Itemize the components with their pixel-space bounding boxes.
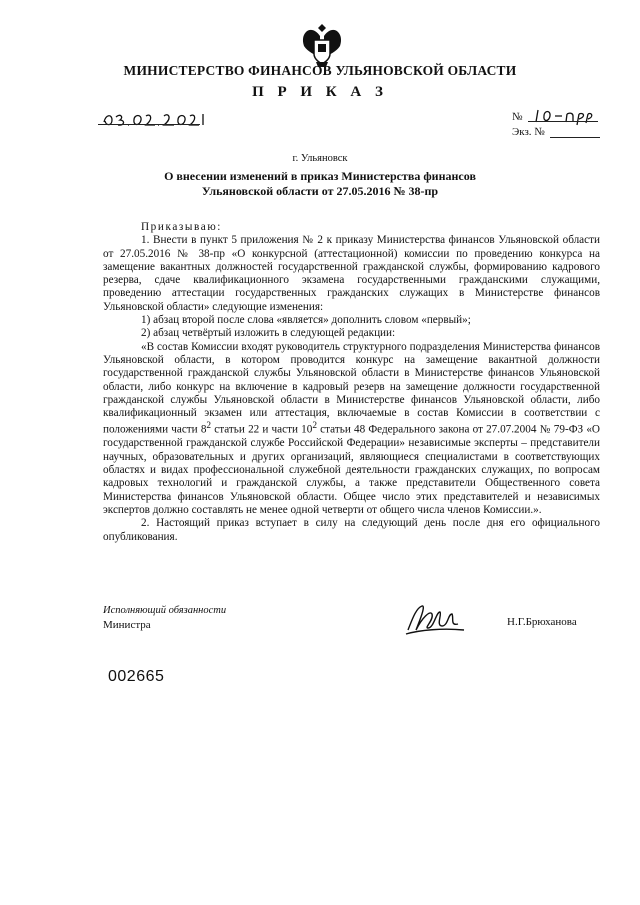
order-body: [103, 221, 600, 544]
paragraph-1-item-2: 2) абзац четвёртый изложить в следующей редакции:: [141, 327, 396, 340]
signer-block: [103, 604, 226, 632]
handwritten-number: [530, 105, 602, 127]
copy-number-label: Экз. №: [512, 126, 545, 138]
quote-part-c: статьи 48 Федерального закона от 27.07.2004 № 79-ФЗ «О государственной гражданской службе Российской Федерации» независимые эксперты – представители научных, образовательных и других организаций, являющиеся специалистами в соответствующих областях и видах профессиональной служебной деятельности гражданских служащих, по вопросам кадровых технологий и гражданской службы, а также представители Общественного совета Министерства финансов Ульяновской области. Общее число этих представителей и независимых экспертов должно составлять не менее одной четверти от общего числа членов Комиссии.».: [103, 424, 600, 516]
date-underline: [98, 124, 200, 125]
handwritten-date: [100, 108, 210, 130]
paragraph-1: 1. Внести в пункт 5 приложения № 2 к приказу Министерства финансов Ульяновской области от 27.05.2016 № 38-пр «О конкурсной (аттестационной) комиссии по проведению конкурса на замещение вакантных должностей государственной гражданской службы, формированию кадрового резерва, сдаче квалификационного экзамена государственными гражданскими служащими, проведению аттестации государственных гражданских служащих в Министерстве финансов Ульяновской области» следующие изменения:: [103, 234, 600, 313]
quote-part-b: статьи 22 и части 10: [211, 424, 313, 437]
registration-stamp-number: 002665: [108, 668, 165, 685]
copy-number-underline: [550, 137, 600, 138]
signer-position: Министра: [103, 619, 151, 631]
paragraph-2: 2. Настоящий приказ вступает в силу на следующий день после дня его официального опубликования.: [103, 517, 600, 543]
signer-acting: Исполняющий обязанности: [103, 605, 227, 616]
number-underline: [528, 121, 598, 122]
intro-prikazyvayu: Приказываю:: [141, 221, 222, 233]
order-title: [150, 169, 490, 199]
ministry-name: МИНИСТЕРСТВО ФИНАНСОВ УЛЬЯНОВСКОЙ ОБЛАСТИ: [123, 63, 517, 78]
handwritten-signature-icon: [402, 600, 470, 640]
signer-name: Н.Г.Брюханова: [507, 616, 577, 628]
quoted-paragraph: [103, 341, 600, 518]
city: г. Ульяновск: [292, 153, 348, 164]
order-title-line1: О внесении изменений в приказ Министерства финансов: [164, 169, 476, 183]
superscript-2: 2: [312, 421, 318, 432]
quote-part-a: «В состав Комиссии входят руководитель структурного подразделения Министерства финансов Ульяновской области, в котором проводится конкурс на замещение вакантной должности государственной гражданской службы Ульяновской области в Министерстве финансов Ульяновской области, либо конкурс на включение в кадровый резерв на замещение должности государственной гражданской службы Ульяновской области в Министерстве финансов Ульяновской области, либо квалификационный экзамен или аттестация, включаемые в состав Комиссии в соответствии с положениями части 8: [103, 340, 600, 437]
superscript-1: 2: [206, 421, 212, 432]
paragraph-1-item-1: 1) абзац второй после слова «является» дополнить словом «первый»;: [141, 314, 471, 327]
order-title-line2: Ульяновской области от 27.05.2016 № 38-пр: [201, 184, 439, 198]
document-type: П Р И К А З: [252, 84, 388, 100]
number-label: №: [512, 111, 523, 123]
